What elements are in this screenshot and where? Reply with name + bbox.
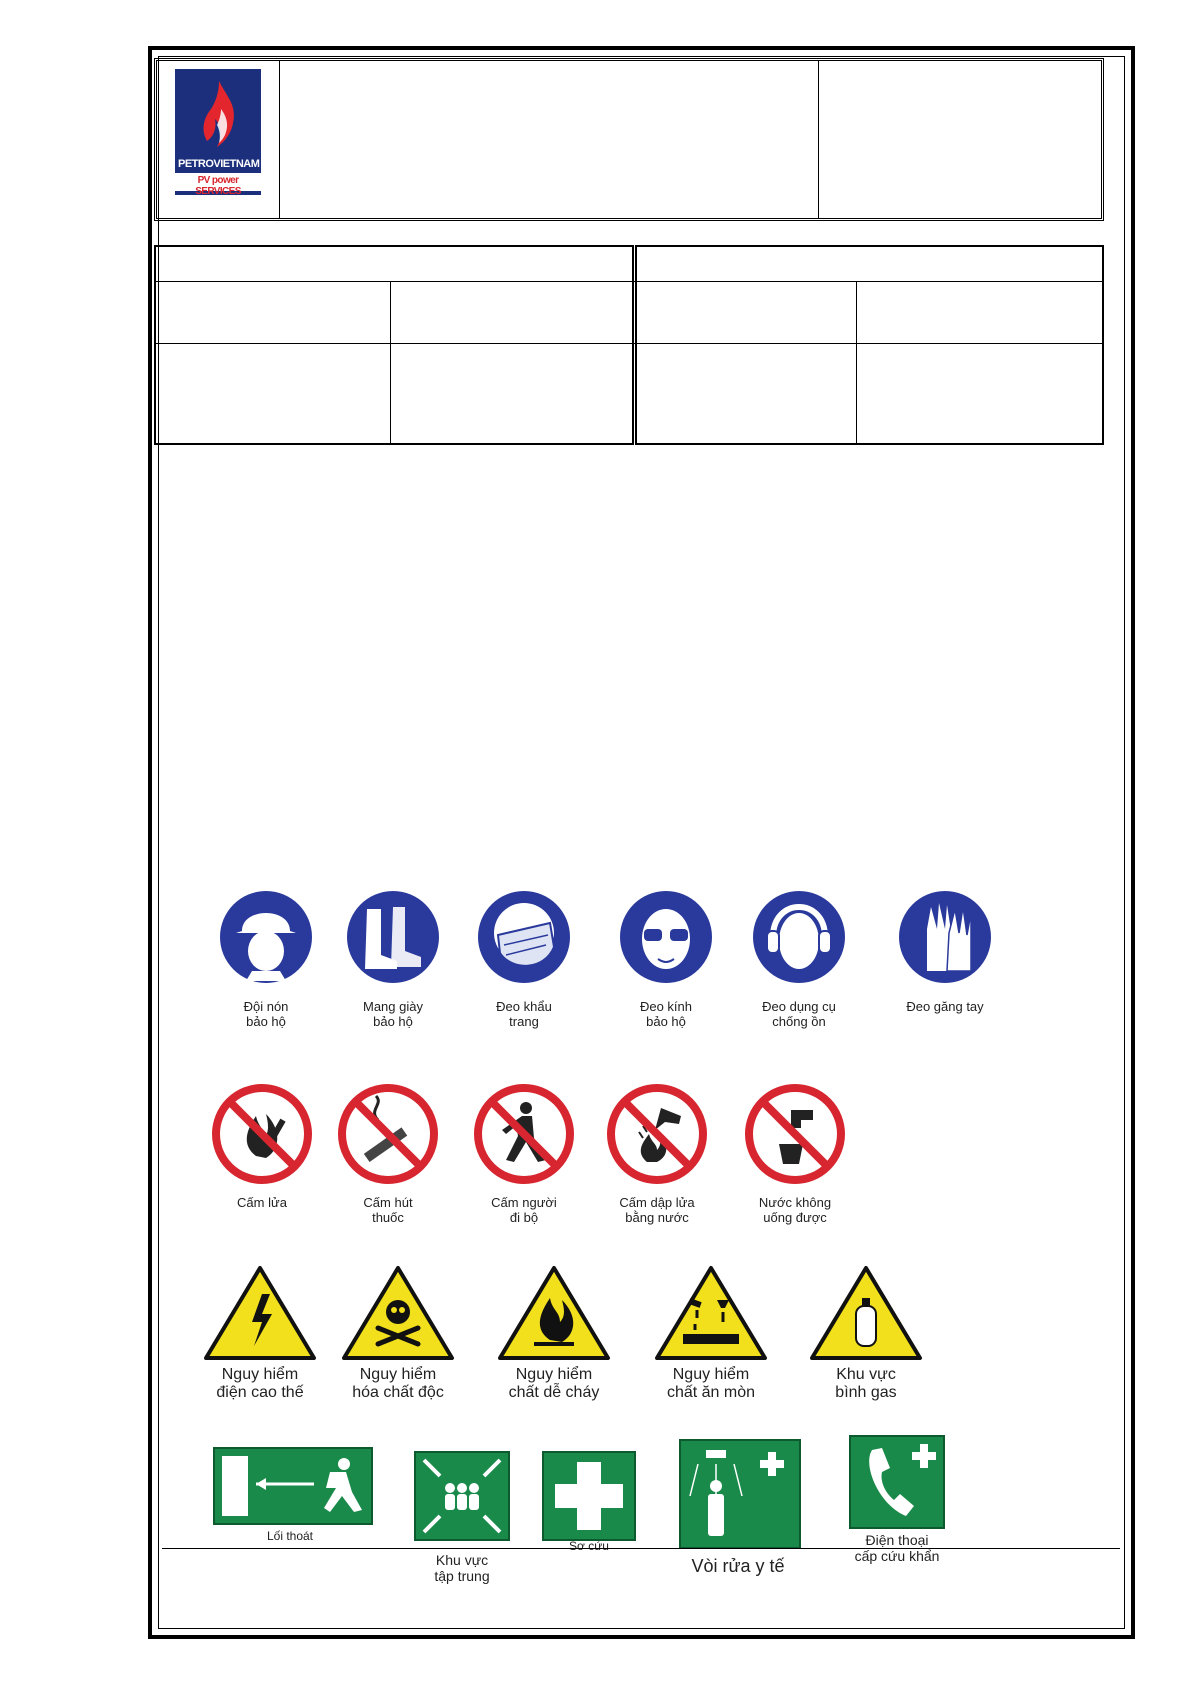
sign-label: Đội nón bảo hộ — [243, 999, 289, 1029]
footer-line — [162, 1548, 1120, 1549]
corrosive-icon — [657, 1268, 765, 1358]
sign-label: Đeo khẩu trang — [496, 999, 552, 1029]
sign-label: Cấm lửa — [237, 1195, 287, 1210]
sign-label: Cấm hút thuốc — [363, 1195, 413, 1225]
sign-label: Điện thoại cấp cứu khẩn — [854, 1532, 940, 1565]
gloves-icon — [899, 891, 991, 983]
sign-label: Khu vực tập trung — [434, 1552, 490, 1585]
sign-label: Lối thoát — [266, 1529, 314, 1543]
safety-shower-icon — [680, 1440, 800, 1548]
gas-cylinder-icon — [812, 1268, 920, 1358]
toxic-icon — [344, 1268, 452, 1358]
sign-label: Đeo dụng cụ chống ồn — [762, 999, 836, 1029]
no-pedestrian-icon — [478, 1088, 570, 1180]
no-fire-icon — [216, 1088, 308, 1180]
first-aid-icon — [543, 1452, 635, 1540]
logo-text-petrovietnam: PETROVIETNAM — [178, 158, 260, 170]
sign-label: Nguy hiểm chất dễ cháy — [508, 1366, 600, 1402]
sign-label: Đeo kính bảo hộ — [639, 999, 693, 1029]
ear-protection-icon — [753, 891, 845, 983]
sign-label: Vòi rửa y tế — [691, 1556, 785, 1576]
sign-label: Cấm dập lửa bằng nước — [619, 1195, 695, 1225]
face-mask-icon — [478, 891, 570, 983]
sign-label: Cấm người đi bộ — [491, 1195, 557, 1225]
assembly-point-icon — [415, 1452, 509, 1540]
sign-label: Nguy hiểm chất ăn mòn — [666, 1366, 756, 1402]
hard-hat-icon — [220, 891, 312, 983]
sign-label: Đeo găng tay — [906, 999, 984, 1014]
no-water-extinguish-icon — [611, 1088, 703, 1180]
sign-label: Nước không uống được — [758, 1195, 832, 1225]
sign-label: Khu vực bình gas — [835, 1366, 897, 1402]
emergency-phone-icon — [850, 1436, 944, 1528]
high-voltage-icon — [206, 1268, 314, 1358]
no-smoking-icon — [342, 1088, 434, 1180]
sign-label: Nguy hiểm hóa chất độc — [352, 1366, 444, 1402]
safety-glasses-icon — [620, 891, 712, 983]
sign-label: Sơ cứu — [569, 1539, 609, 1553]
sign-label: Nguy hiểm điện cao thế — [216, 1366, 304, 1402]
logo-text-pv-power-services: PV power SERVICES — [195, 175, 241, 195]
emergency-exit-icon — [214, 1448, 372, 1524]
non-potable-water-icon — [749, 1088, 841, 1180]
flammable-icon — [500, 1268, 608, 1358]
sign-label: Mang giày bảo hộ — [363, 999, 423, 1029]
safety-boots-icon — [347, 891, 439, 983]
